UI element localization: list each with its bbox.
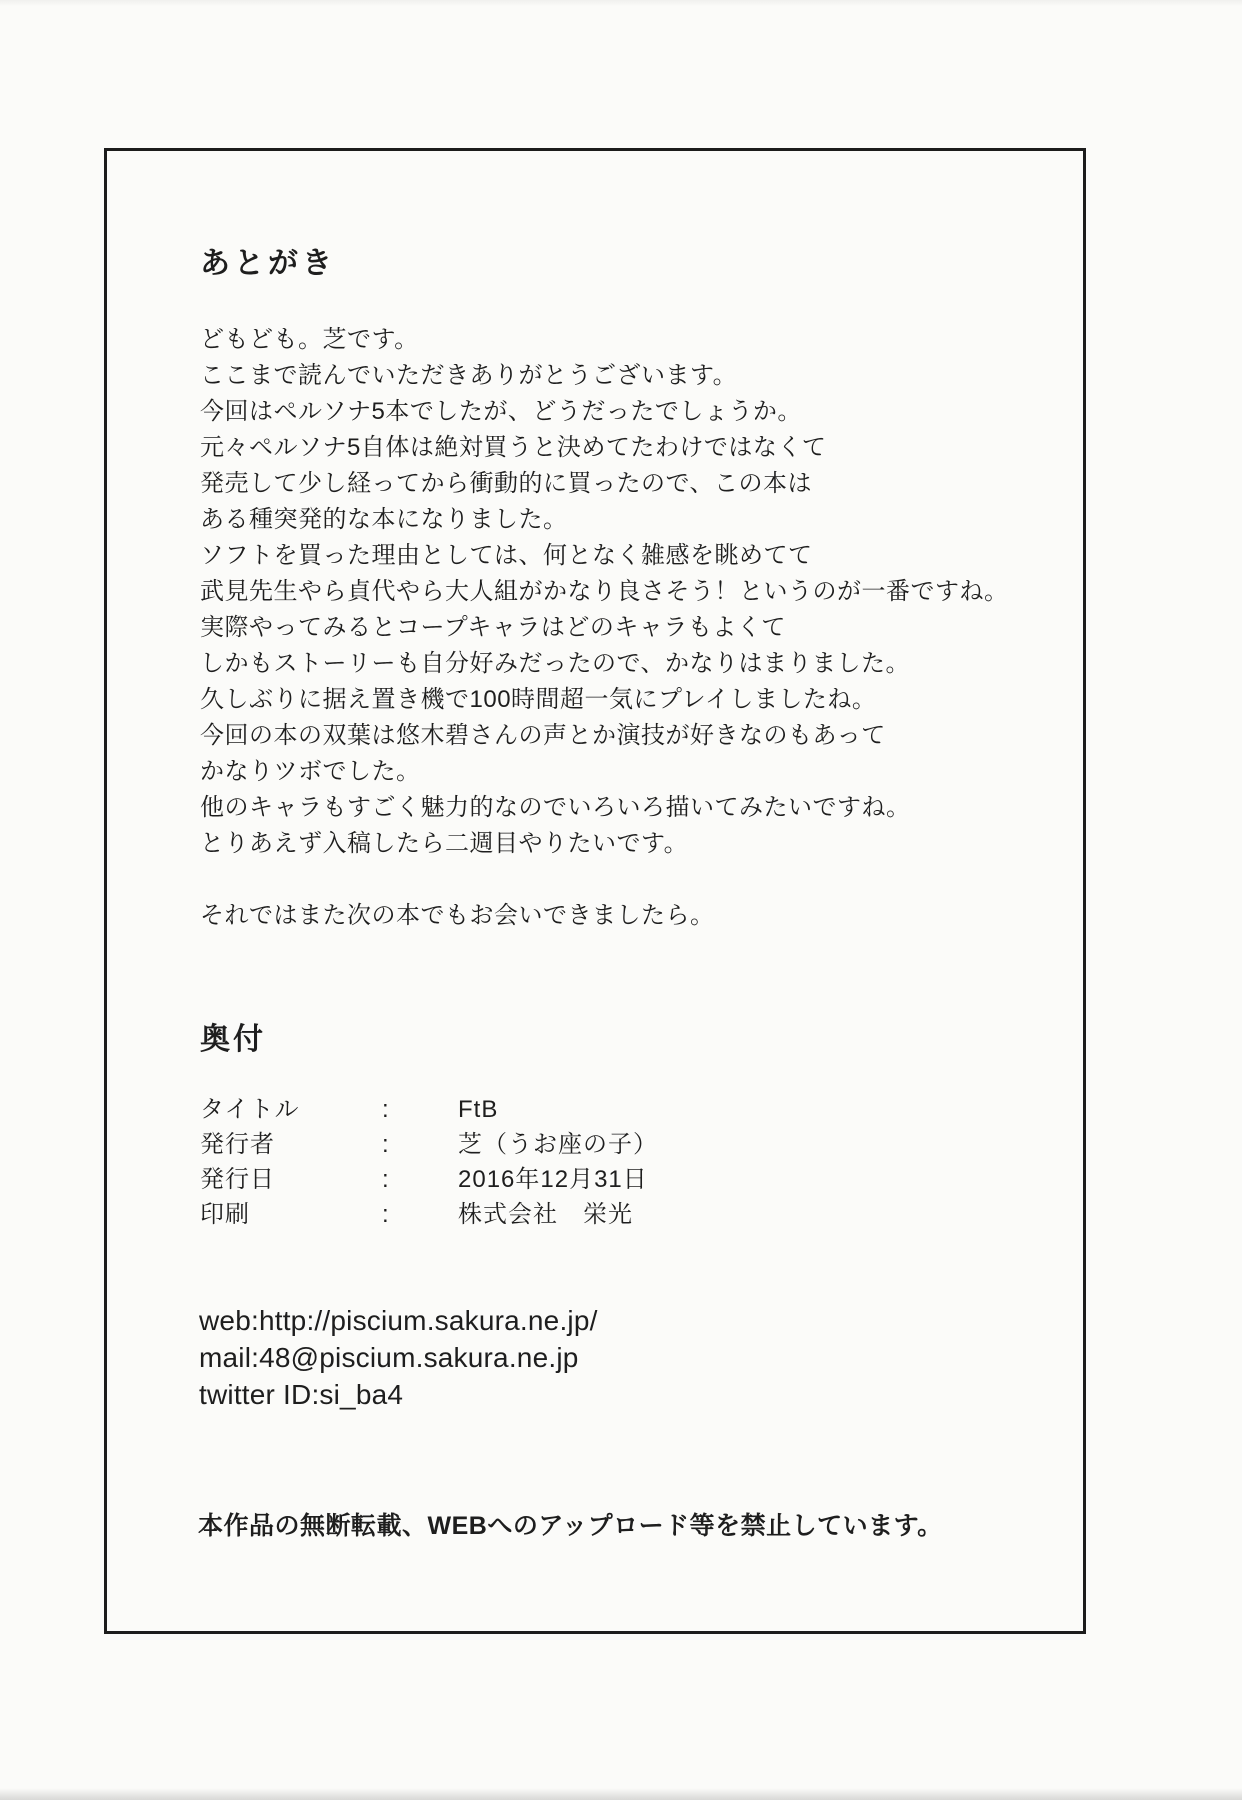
afterword-text-line: 今回はペルソナ5本でしたが、どうだったでしょうか。 <box>200 398 802 425</box>
colophon-heading: 奥付 <box>200 1023 266 1056</box>
colophon-row-colon: : <box>382 1096 389 1123</box>
contact-line: web:http://piscium.sakura.ne.jp/ <box>199 1305 598 1336</box>
colophon-row-label: 発行者 <box>200 1131 275 1158</box>
contact-line: twitter ID:si_ba4 <box>199 1379 404 1410</box>
colophon-row-colon: : <box>382 1166 389 1193</box>
colophon-row <box>200 1197 658 1232</box>
scan-edge-top <box>0 0 1242 6</box>
afterword-text-line: ここまで読んでいただきありがとうございます。 <box>200 362 738 389</box>
afterword-text-line: 発売して少し経ってから衝動的に買ったので、この本は <box>200 470 813 497</box>
afterword-text-line: どもども。芝です。 <box>200 326 419 353</box>
afterword-body <box>200 322 1030 934</box>
afterword-text-line: 久しぶりに据え置き機で100時間超一気にプレイしましたね。 <box>200 686 877 713</box>
colophon-row-colon: : <box>382 1201 389 1228</box>
afterword-text-line: それではまた次の本でもお会いできましたら。 <box>200 902 715 929</box>
afterword-text-line: 実際やってみるとコープキャラはどのキャラもよくて <box>200 614 786 641</box>
colophon-row-label: 印刷 <box>200 1201 250 1228</box>
afterword-text-line: とりあえず入稿したら二週目やりたいです。 <box>200 830 689 857</box>
colophon-row <box>200 1127 658 1162</box>
colophon-row-value: 株式会社 栄光 <box>458 1201 633 1228</box>
colophon-row-label: タイトル <box>200 1096 300 1123</box>
afterword-heading: あとがき <box>200 247 336 280</box>
afterword-text-line: 今回の本の双葉は悠木碧さんの声とか演技が好きなのもあって <box>200 722 886 749</box>
contact-line: mail:48@piscium.sakura.ne.jp <box>199 1342 579 1373</box>
colophon-row <box>200 1092 658 1127</box>
scan-edge-bottom <box>0 1788 1242 1800</box>
colophon-row-value: FtB <box>458 1096 499 1123</box>
afterword-text-line: ソフトを買った理由としては、何となく雑感を眺めてて <box>200 542 813 569</box>
afterword-text-line <box>200 862 1030 898</box>
colophon-row-colon: : <box>382 1131 389 1158</box>
contact-block <box>199 1302 598 1413</box>
colophon-row-value: 2016年12月31日 <box>458 1166 648 1193</box>
afterword-text-line: ある種突発的な本になりました。 <box>200 506 568 533</box>
afterword-text-line: 武見先生やら貞代やら大人組がかなり良さそう！というのが一番ですね。 <box>200 578 1009 605</box>
colophon-table <box>200 1092 658 1232</box>
afterword-text-line: かなりツボでした。 <box>200 758 421 785</box>
colophon-row-value: 芝（うお座の子） <box>458 1131 658 1158</box>
afterword-text-line: しかもストーリーも自分好みだったので、かなりはまりました。 <box>200 650 911 677</box>
colophon-row-label: 発行日 <box>200 1166 275 1193</box>
afterword-text-line: 他のキャラもすごく魅力的なのでいろいろ描いてみたいですね。 <box>200 794 911 821</box>
afterword-text-line: 元々ペルソナ5自体は絶対買うと決めてたわけではなくて <box>200 434 827 461</box>
copyright-notice: 本作品の無断転載、WEBへのアップロード等を禁止しています。 <box>198 1512 943 1540</box>
colophon-row <box>200 1162 658 1197</box>
